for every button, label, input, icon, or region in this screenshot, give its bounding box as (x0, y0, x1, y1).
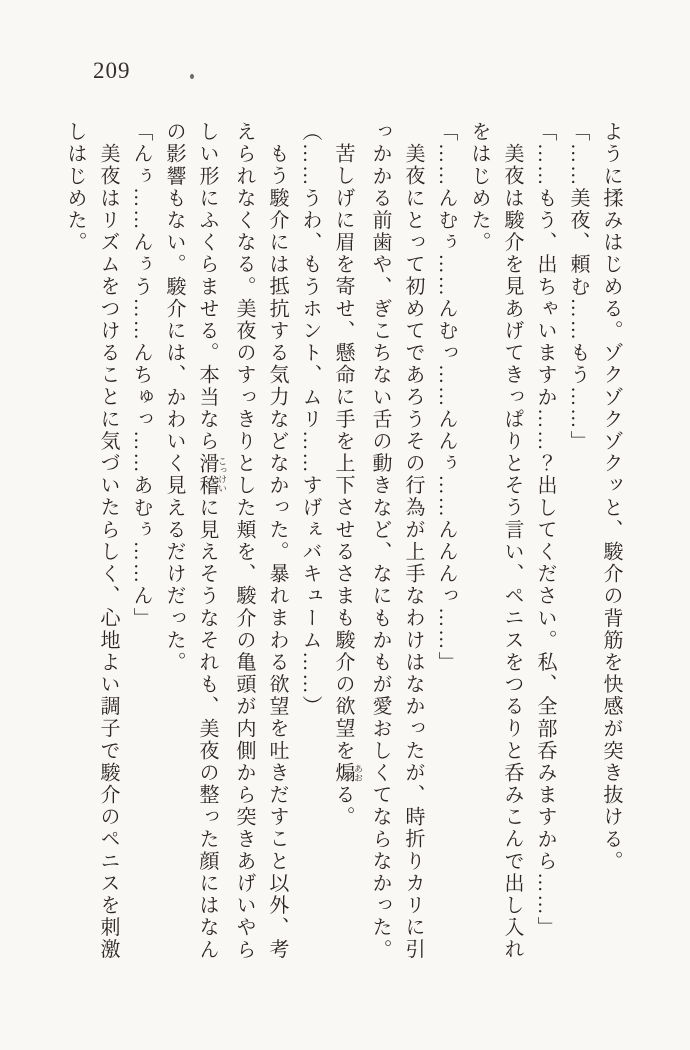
furigana: こっけい (217, 452, 227, 497)
text-line: しい形にふくらませる。本当なら滑稽 こっけいに見えそうなそれも、美夜の整った顔にはなん (196, 121, 227, 961)
text-line: 美夜は駿介を見あげてきっぱりとそう言い、ペニスをつるりと呑みこんで出し入れ (501, 143, 523, 961)
text-line: 美夜にとって初めてであろうその行為が上手なわけはなかったが、時折りカリに引 (402, 143, 424, 961)
text-line: 「……もう、出ちゃいますか……？出してください。私、全部呑みますから……」 (534, 121, 556, 939)
ruby-annotated-word: 煽 あお (332, 761, 363, 784)
text-line: っかかる前歯や、ぎこちない舌の動きなど、なにもかもが愛おしくてならなかった。 (369, 121, 391, 961)
text-line: しはじめた。 (64, 121, 86, 254)
text-line: の影響もない。駿介には、かわいく見えるだけだった。 (163, 121, 185, 674)
text-line: 苦しげに眉を寄せ、懸命に手を上下させるさまも駿介の欲望を煽 あおる。 (332, 143, 363, 829)
furigana: あお (353, 761, 363, 784)
text-line: もう駿介には抵抗する気力などなかった。暴れまわる欲望を吐きだすこと以外、考 (266, 143, 288, 961)
text-line: （……うわ、もうホント、ムリ……すげぇバキューム……） (299, 121, 321, 718)
text-line: をはじめた。 (468, 121, 490, 254)
text-line: ように揉みはじめる。ゾクゾクゾクッと、駿介の背筋を快感が突き抜ける。 (600, 121, 622, 873)
text-line: 「……美夜、頼む……もう……」 (567, 121, 589, 453)
text-line: 美夜はリズムをつけることに気づいたらしく、心地よい調子で駿介のペニスを刺激 (97, 143, 119, 961)
text-line: 「んぅ……んぅう……んちゅっ……あむぅ……ん」 (130, 121, 152, 630)
text-line: えられなくなる。美夜のすっきりとした頬を、駿介の亀頭が内側から突きあげいやら (233, 121, 255, 961)
text-columns (58, 121, 627, 969)
page-number: 209 (93, 58, 131, 83)
text-line: 「……んむぅ……んむっ……んんぅ……んんんっ……」 (435, 121, 457, 674)
scan-artifact-dot (190, 74, 194, 79)
ruby-annotated-word: 滑稽 こっけい (196, 452, 227, 497)
